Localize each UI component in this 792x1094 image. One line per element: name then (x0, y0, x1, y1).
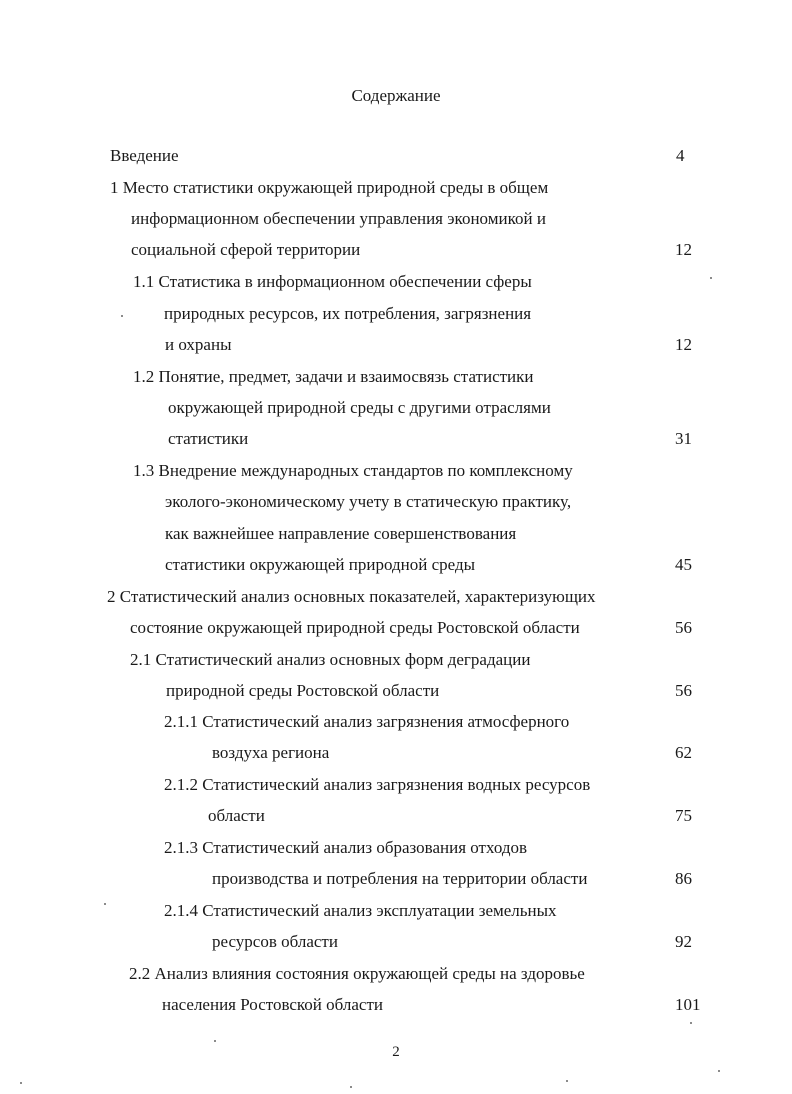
toc-page-number: 101 (675, 995, 701, 1014)
scan-speck (350, 1086, 352, 1088)
toc-entry-line: природных ресурсов, их потребления, загрязнения (164, 304, 532, 323)
scan-speck (214, 1040, 216, 1042)
toc-entry-line: и охраны (165, 335, 232, 354)
scan-speck (566, 1080, 568, 1082)
scan-speck (718, 1070, 720, 1072)
toc-entry-line: 1 Место статистики окружающей природной среды в общем (110, 178, 549, 197)
toc-entry-line: населения Ростовской области (162, 995, 383, 1014)
toc-entry-line: статистики (168, 429, 249, 448)
toc-entry-line: эколого-экономическому учету в статическую практику, (165, 492, 572, 511)
scan-speck (104, 903, 106, 905)
toc-page-number: 75 (675, 806, 692, 825)
toc-entry-line: 2.1.4 Статистический анализ эксплуатации земельных (164, 901, 557, 920)
toc-entry-line: 2.1.1 Статистический анализ загрязнения атмосферного (164, 712, 570, 731)
toc-entry-line: 1.2 Понятие, предмет, задачи и взаимосвязь статистики (133, 367, 534, 386)
toc-entry-line: 1.1 Статистика в информационном обеспечении сферы (133, 272, 532, 291)
toc-entry-line: социальной сферой территории (131, 240, 361, 259)
toc-page-number: 45 (675, 555, 692, 574)
toc-entry-line: как важнейшее направление совершенствования (165, 524, 517, 543)
page-title: Содержание (351, 86, 441, 105)
toc-page-number: 62 (675, 743, 692, 762)
toc-entry-line: воздуха региона (212, 743, 330, 762)
scan-speck (690, 1022, 692, 1024)
toc-page-number: 4 (676, 146, 685, 165)
toc-entry-line: 2.1 Статистический анализ основных форм деградации (130, 650, 531, 669)
toc-entry-line: 2.2 Анализ влияния состояния окружающей среды на здоровье (129, 964, 585, 983)
toc-entry-line: Введение (110, 146, 179, 165)
toc-entry-line: 2 Статистический анализ основных показателей, характеризующих (107, 587, 596, 606)
toc-page-number: 92 (675, 932, 692, 951)
toc-page-number: 86 (675, 869, 692, 888)
toc-entry-line: 2.1.3 Статистический анализ образования отходов (164, 838, 528, 857)
toc-entry-line: производства и потребления на территории области (212, 869, 588, 888)
scan-speck (121, 315, 123, 317)
scan-speck (710, 277, 712, 279)
toc-entry-line: 1.3 Внедрение международных стандартов по комплексному (133, 461, 573, 480)
toc-page-number: 31 (675, 429, 692, 448)
toc-entry-line: окружающей природной среды с другими отраслями (168, 398, 551, 417)
scan-speck (20, 1082, 22, 1084)
toc-page-number: 56 (675, 618, 692, 637)
toc-page-number: 12 (675, 335, 692, 354)
toc-entry-line: ресурсов области (212, 932, 338, 951)
toc-page-number: 56 (675, 681, 692, 700)
toc-entry-line: состояние окружающей природной среды Ростовской области (130, 618, 580, 637)
toc-entry-line: области (208, 806, 265, 825)
toc-page-number: 12 (675, 240, 692, 259)
toc-entry-line: природной среды Ростовской области (166, 681, 440, 700)
toc-entry-line: 2.1.2 Статистический анализ загрязнения водных ресурсов (164, 775, 591, 794)
page-number: 2 (392, 1044, 400, 1060)
toc-entry-line: информационном обеспечении управления экономикой и (131, 209, 546, 228)
toc-entry-line: статистики окружающей природной среды (165, 555, 476, 574)
